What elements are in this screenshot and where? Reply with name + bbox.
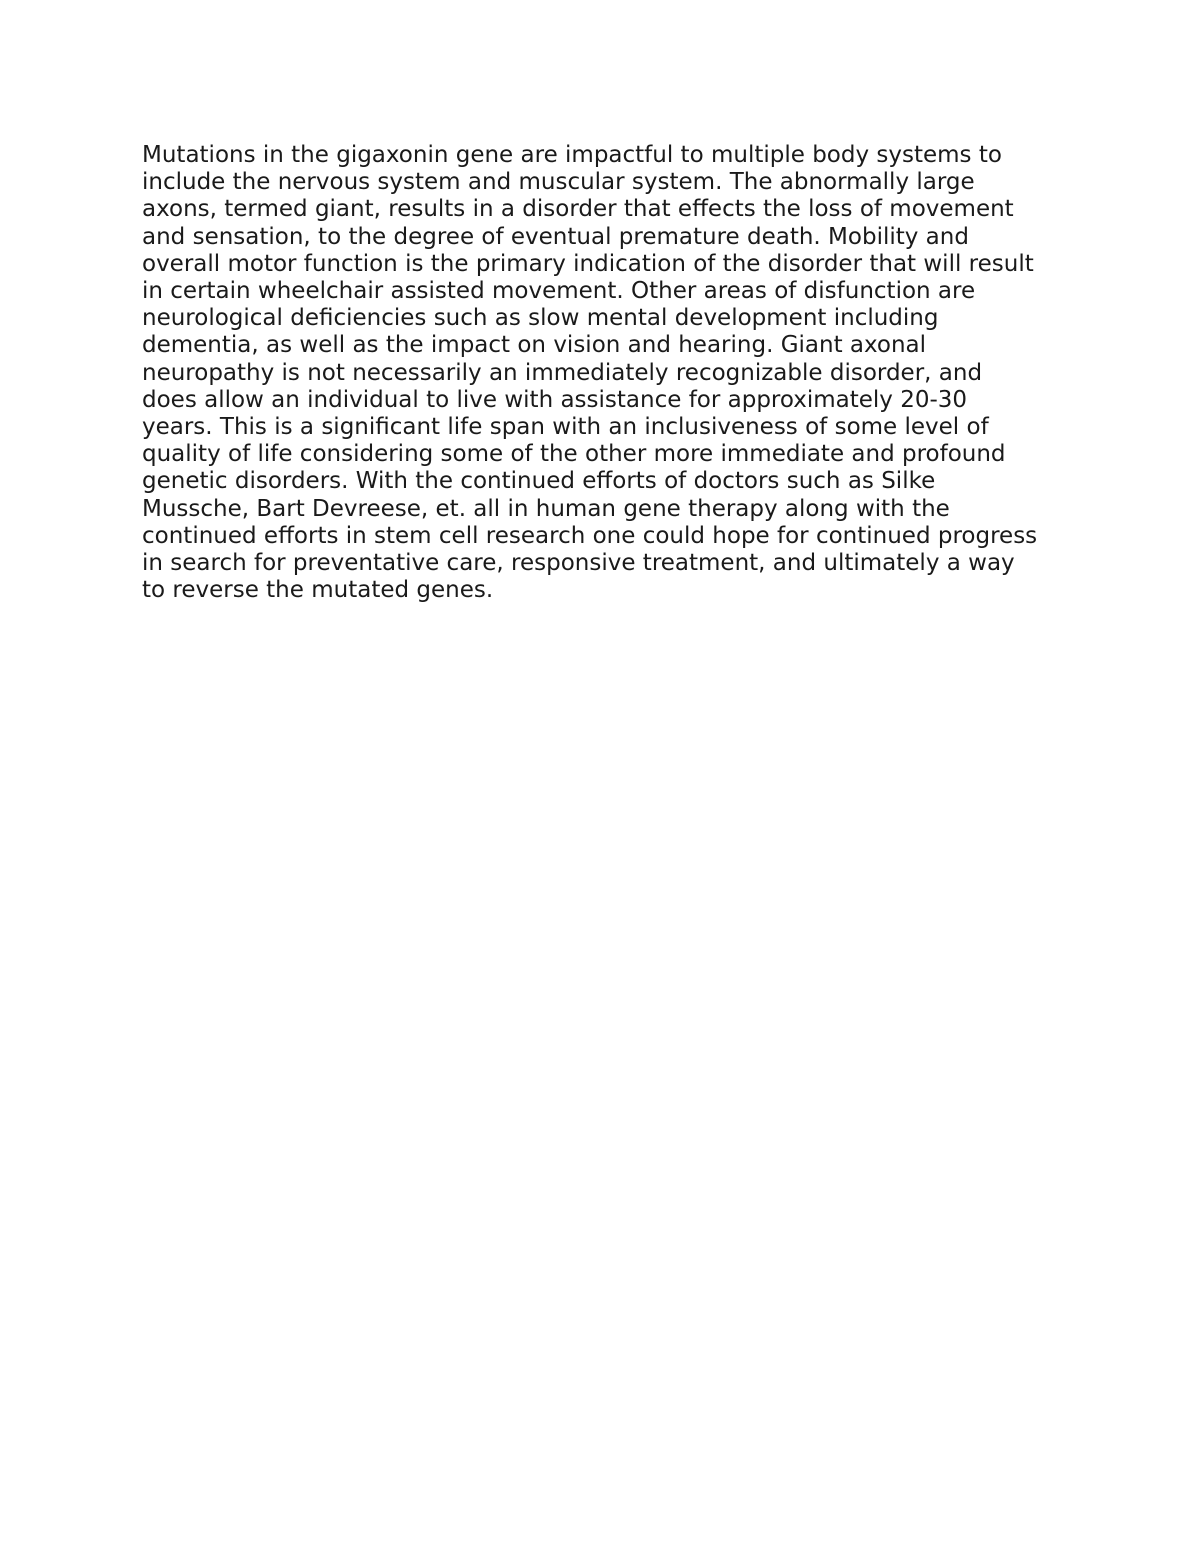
- body-paragraph: [142, 142, 1082, 604]
- paragraph-line: in search for preventative care, responsive treatment, and ultimately a way: [142, 550, 1015, 577]
- paragraph-line: in certain wheelchair assisted movement. Other areas of disfunction are: [142, 278, 976, 305]
- paragraph-line: Mussche, Bart Devreese, et. all in human gene therapy along with the: [142, 495, 950, 522]
- paragraph-line: years. This is a significant life span with an inclusiveness of some level of: [142, 414, 989, 441]
- paragraph-line: dementia, as well as the impact on vision and hearing. Giant axonal: [142, 332, 927, 359]
- paragraph-line: quality of life considering some of the other more immediate and profound: [142, 441, 1006, 468]
- paragraph-line: Mutations in the gigaxonin gene are impactful to multiple body systems to: [142, 142, 1002, 168]
- paragraph-line: neurological deficiencies such as slow mental development including: [142, 305, 939, 332]
- paragraph-line: axons, termed giant, results in a disorder that effects the loss of movement: [142, 196, 1014, 223]
- paragraph-line: to reverse the mutated genes.: [142, 577, 494, 604]
- paragraph-line: does allow an individual to live with assistance for approximately 20-30: [142, 386, 968, 413]
- paragraph-line: overall motor function is the primary indication of the disorder that will result: [142, 250, 1034, 277]
- paragraph-line: include the nervous system and muscular system. The abnormally large: [142, 169, 975, 196]
- paragraph-line: neuropathy is not necessarily an immediately recognizable disorder, and: [142, 359, 983, 386]
- paragraph-line: and sensation, to the degree of eventual premature death. Mobility and: [142, 223, 969, 250]
- paragraph-line: genetic disorders. With the continued efforts of doctors such as Silke: [142, 468, 936, 495]
- paragraph-line: continued efforts in stem cell research one could hope for continued progress: [142, 522, 1038, 549]
